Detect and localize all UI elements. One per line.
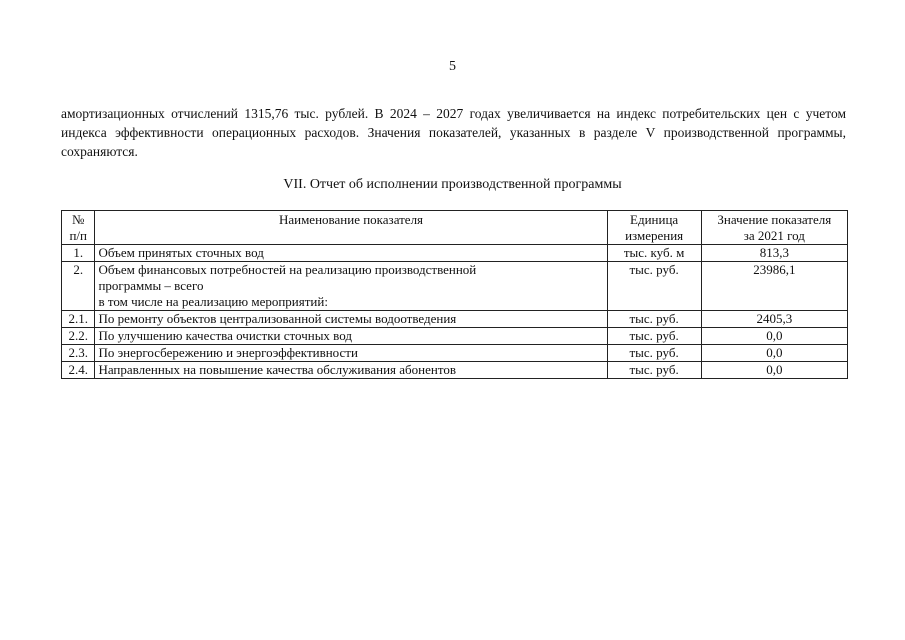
row-num: 2.	[62, 262, 95, 311]
table-row	[62, 362, 848, 379]
table-row	[62, 311, 848, 328]
row-name-line: программы – всего	[98, 278, 204, 293]
row-name-line: в том числе на реализацию мероприятий:	[98, 294, 328, 309]
row-unit: тыс. куб. м	[607, 245, 701, 262]
header-value	[701, 211, 847, 245]
body-paragraph: амортизационных отчислений 1315,76 тыс. рублей. В 2024 – 2027 годах увеличивается на индекс потребительских цен с учетом индекса эффективности операционных расходов. Значения показателей, указанных в разделе V производственной программы, сохраняются.	[61, 106, 846, 159]
row-name	[95, 362, 607, 379]
header-name-line: Наименование показателя	[278, 212, 424, 227]
row-unit: тыс. руб.	[607, 362, 701, 379]
row-unit: тыс. руб.	[607, 345, 701, 362]
table-row	[62, 328, 848, 345]
row-name-line: По улучшению качества очистки сточных вод	[98, 328, 352, 343]
row-num: 2.4.	[62, 362, 95, 379]
header-num-line: №	[72, 212, 85, 227]
header-unit-line: Единица	[630, 212, 679, 227]
header-num	[62, 211, 95, 245]
row-value: 0,0	[701, 362, 847, 379]
table-row	[62, 245, 848, 262]
row-value: 0,0	[701, 328, 847, 345]
row-value: 0,0	[701, 345, 847, 362]
header-unit-line: измерения	[625, 228, 684, 243]
row-value: 23986,1	[701, 262, 847, 311]
section-title: VII. Отчет об исполнении производственной программы	[283, 177, 622, 192]
table-row	[62, 345, 848, 362]
row-unit: тыс. руб.	[607, 311, 701, 328]
row-name-line: Объем принятых сточных вод	[98, 245, 264, 260]
row-value: 2405,3	[701, 311, 847, 328]
row-name	[95, 328, 607, 345]
row-name	[95, 345, 607, 362]
row-name-line: Объем финансовых потребностей на реализацию производственной	[98, 262, 477, 277]
row-num: 2.1.	[62, 311, 95, 328]
table-row	[62, 262, 848, 311]
page-number: 5	[449, 59, 456, 74]
row-unit: тыс. руб.	[607, 328, 701, 345]
header-unit	[607, 211, 701, 245]
row-unit: тыс. руб.	[607, 262, 701, 311]
row-name	[95, 262, 607, 311]
header-num-line: п/п	[69, 228, 87, 243]
header-name	[95, 211, 607, 245]
header-value-line: за 2021 год	[743, 228, 805, 243]
row-name-line: Направленных на повышение качества обслуживания абонентов	[98, 362, 456, 377]
table-header-row	[62, 211, 848, 245]
row-value: 813,3	[701, 245, 847, 262]
row-name-line: По энергосбережению и энергоэффективности	[98, 345, 358, 360]
row-name-line: По ремонту объектов централизованной системы водоотведения	[98, 311, 457, 326]
row-num: 2.2.	[62, 328, 95, 345]
report-table	[61, 210, 848, 379]
row-name	[95, 245, 607, 262]
row-name	[95, 311, 607, 328]
row-num: 1.	[62, 245, 95, 262]
header-value-line: Значение показателя	[717, 212, 832, 227]
row-num: 2.3.	[62, 345, 95, 362]
